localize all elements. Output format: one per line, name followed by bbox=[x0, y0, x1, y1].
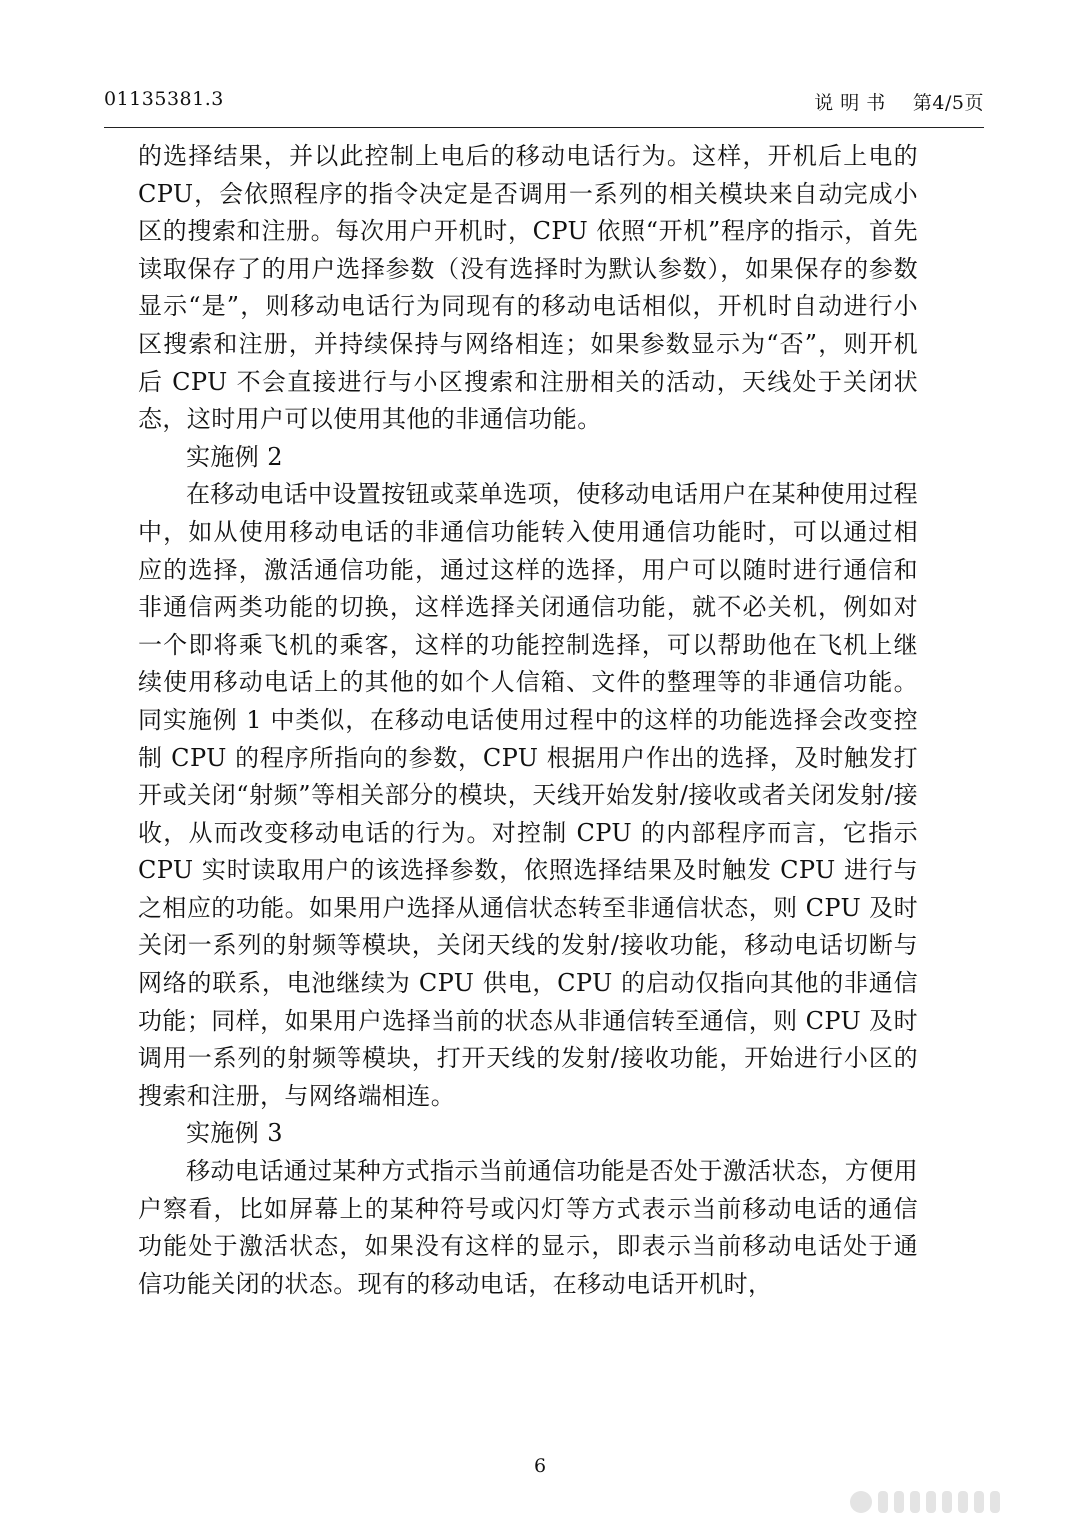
paragraph-embodiment-3: 移动电话通过某种方式指示当前通信功能是否处于激活状态，方便用户察看，比如屏幕上的某种符号或闪灯等方式表示当前移动电话的通信功能处于激活状态，如果没有这样的显示，即表示当前移动电话处于通信功能关闭的状态。现有的移动电话，在移动电话开机时， bbox=[138, 1157, 918, 1298]
document-type: 说 明 书 bbox=[814, 92, 886, 114]
document-body bbox=[138, 138, 918, 1303]
page-number: 6 bbox=[533, 1455, 547, 1477]
paragraph-embodiment-2: 在移动电话中设置按钮或菜单选项，使移动电话用户在某种使用过程中，如从使用移动电话的非通信功能转入使用通信功能时，可以通过相应的选择，激活通信功能，通过这样的选择，用户可以随时进行通信和非通信两类功能的切换，这样选择关闭通信功能，就不必关机，例如对一个即将乘飞机的乘客，这样的功能控制选择，可以帮助他在飞机上继续使用移动电话上的其他的如个人信箱、文件的整理等的非通信功能。同实施例 1 中类似，在移动电话使用过程中的这样的功能选择会改变控制 CPU 的程序所指向的参数，CPU 根据用户作出的选择，及时触发打开或关闭“射频”等相关部分的模块，天线开始发射/接收或者关闭发射/接收，从而改变移动电话的行为。对控制 CPU 的内部程序而言，它指示 CPU 实时读取用户的该选择参数，依照选择结果及时触发 CPU 进行与之相应的功能。如果用户选择从通信状态转至非通信状态，则 CPU 及时关闭一系列的射频等模块，关闭天线的发射/接收功能，移动电话切断与网络的联系，电池继续为 CPU 供电，CPU 的启动仅指向其他的非通信功能；同样，如果用户选择当前的状态从非通信转至通信，则 CPU 及时调用一系列的射频等模块，打开天线的发射/接收功能，开始进行小区的搜索和注册，与网络端相连。 bbox=[138, 480, 918, 1110]
watermark-mark bbox=[850, 1488, 1050, 1516]
section-heading-embodiment-3: 实施例 3 bbox=[186, 1119, 283, 1148]
document-number: 01135381.3 bbox=[104, 88, 224, 110]
page-header bbox=[104, 88, 984, 118]
paragraph-continuation: 的选择结果，并以此控制上电后的移动电话行为。这样，开机后上电的 CPU，会依照程序的指令决定是否调用一系列的相关模块来自动完成小区的搜索和注册。每次用户开机时，CPU 依照“开机”程序的指示，首先读取保存了的用户选择参数（没有选择时为默认参数），如果保存的参数显示“是”，则移动电话行为同现有的移动电话相似，开机时自动进行小区搜索和注册，并持续保持与网络相连；如果参数显示为“否”，则开机后 CPU 不会直接进行与小区搜索和注册相关的活动，天线处于关闭状态，这时用户可以使用其他的非通信功能。 bbox=[138, 142, 918, 434]
page-info: 第4/5页 bbox=[912, 92, 984, 114]
header-divider bbox=[104, 127, 984, 128]
header-right bbox=[814, 88, 984, 115]
section-heading-embodiment-2: 实施例 2 bbox=[186, 442, 283, 471]
